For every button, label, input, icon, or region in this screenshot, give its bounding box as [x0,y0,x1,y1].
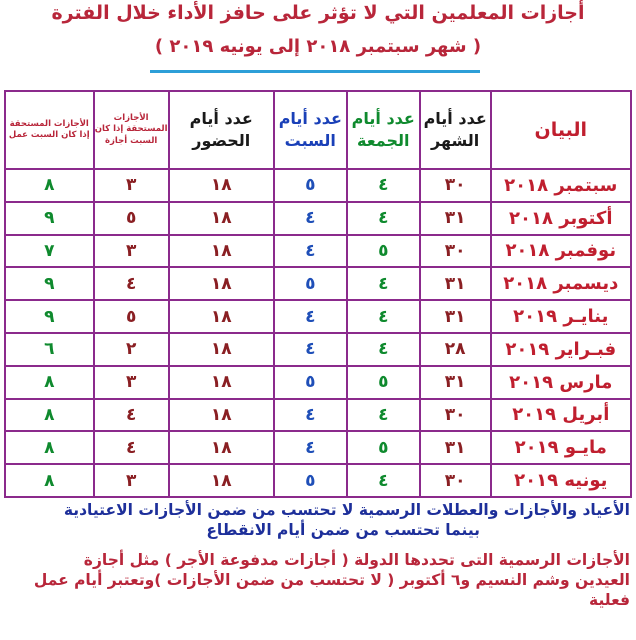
cell-month: مايـو ٢٠١٩ [491,431,631,464]
table-row [5,202,631,235]
cell-month-days: ٣١ [420,366,491,399]
cell-saturdays: ٥ [274,267,347,300]
cell-attendance: ١٨ [169,333,274,366]
table-row [5,169,631,202]
cell-leave-work: ٧ [5,235,94,268]
cell-leave: ٣ [94,464,169,497]
cell-fridays: ٤ [347,300,420,333]
page-subtitle: ( شهر سبتمبر ٢٠١٨ إلى يونيه ٢٠١٩ ) [154,36,482,57]
cell-saturdays: ٤ [274,235,347,268]
note-official-line2: العيدين وشم النسيم و٦ أكتوبر ( لا تحتسب من ضمن الأجازات )وتعتبر أيام عمل [33,571,630,589]
cell-fridays: ٥ [347,235,420,268]
cell-month-days: ٢٨ [420,333,491,366]
cell-attendance: ١٨ [169,235,274,268]
cell-fridays: ٤ [347,333,420,366]
header-leave-work: الأجازات المستحقة إذا كان السبت عمل [5,91,94,169]
cell-leave: ٤ [94,399,169,432]
cell-month: ينايـر ٢٠١٩ [491,300,631,333]
cell-saturdays: ٤ [274,333,347,366]
cell-saturdays: ٤ [274,431,347,464]
header-month: البيان [491,91,631,169]
header-leave: الأجازات المستحقة إذا كان السبت أجازة [94,91,169,169]
table-row [5,431,631,464]
cell-leave-work: ٩ [5,267,94,300]
table-row [5,366,631,399]
note-official-line1: الأجازات الرسمية التى تحددها الدولة ( أجازات مدفوعة الأجر ) مثل أجازة [83,551,630,569]
cell-fridays: ٤ [347,399,420,432]
cell-leave: ٣ [94,169,169,202]
cell-attendance: ١٨ [169,300,274,333]
page-title: أجازات المعلمين التي لا تؤثر على حافز الأداء خلال الفترة [51,2,585,24]
cell-month: مارس ٢٠١٩ [491,366,631,399]
cell-fridays: ٤ [347,202,420,235]
table-row [5,399,631,432]
cell-attendance: ١٨ [169,202,274,235]
leave-table [4,90,632,498]
table-row [5,267,631,300]
cell-attendance: ١٨ [169,464,274,497]
note-holidays-line1: الأعياد والأجازات والعطلات الرسمية لا تحتسب من ضمن الأجازات الاعتيادية [63,501,630,519]
cell-month: ديسمبر ٢٠١٨ [491,267,631,300]
title-underline [150,70,480,73]
cell-month-days: ٣١ [420,267,491,300]
cell-fridays: ٥ [347,366,420,399]
cell-attendance: ١٨ [169,399,274,432]
cell-month: يونيه ٢٠١٩ [491,464,631,497]
cell-leave: ٥ [94,202,169,235]
cell-leave: ٢ [94,333,169,366]
note-holidays-line2: بينما تحتسب من ضمن أيام الانقطاع [206,521,480,539]
cell-leave-work: ٨ [5,399,94,432]
table-row [5,300,631,333]
cell-saturdays: ٥ [274,366,347,399]
cell-fridays: ٤ [347,464,420,497]
cell-attendance: ١٨ [169,169,274,202]
cell-leave-work: ٨ [5,169,94,202]
table-row [5,464,631,497]
cell-month-days: ٣٠ [420,399,491,432]
cell-leave-work: ٩ [5,202,94,235]
cell-fridays: ٤ [347,267,420,300]
cell-leave-work: ٩ [5,300,94,333]
header-fridays: عدد أيام الجمعة [347,91,420,169]
header-month-days: عدد أيام الشهر [420,91,491,169]
cell-leave-work: ٨ [5,464,94,497]
cell-fridays: ٥ [347,431,420,464]
header-attendance: عدد أيام الحضور [169,91,274,169]
cell-fridays: ٤ [347,169,420,202]
cell-leave-work: ٨ [5,431,94,464]
cell-leave-work: ٦ [5,333,94,366]
note-official-line3: فعلية [589,591,630,609]
cell-saturdays: ٤ [274,202,347,235]
table-row [5,333,631,366]
cell-leave: ٣ [94,235,169,268]
cell-month: نوفمبر ٢٠١٨ [491,235,631,268]
note-official-leaves [6,550,630,610]
cell-saturdays: ٥ [274,169,347,202]
cell-attendance: ١٨ [169,267,274,300]
cell-attendance: ١٨ [169,366,274,399]
cell-saturdays: ٥ [274,464,347,497]
table-row [5,235,631,268]
cell-leave: ٣ [94,366,169,399]
cell-saturdays: ٤ [274,399,347,432]
cell-month-days: ٣٠ [420,235,491,268]
cell-saturdays: ٤ [274,300,347,333]
cell-leave: ٤ [94,267,169,300]
cell-month: فبـراير ٢٠١٩ [491,333,631,366]
cell-month-days: ٣١ [420,431,491,464]
cell-month-days: ٣٠ [420,464,491,497]
cell-month: أكتوبر ٢٠١٨ [491,202,631,235]
header-saturdays: عدد أيام السبت [274,91,347,169]
cell-month-days: ٣١ [420,202,491,235]
cell-month: أبريل ٢٠١٩ [491,399,631,432]
cell-month-days: ٣٠ [420,169,491,202]
cell-leave-work: ٨ [5,366,94,399]
cell-leave: ٤ [94,431,169,464]
cell-leave: ٥ [94,300,169,333]
note-holidays [6,500,630,540]
table-header-row [5,91,631,169]
cell-attendance: ١٨ [169,431,274,464]
cell-month-days: ٣١ [420,300,491,333]
cell-month: سبتمبر ٢٠١٨ [491,169,631,202]
